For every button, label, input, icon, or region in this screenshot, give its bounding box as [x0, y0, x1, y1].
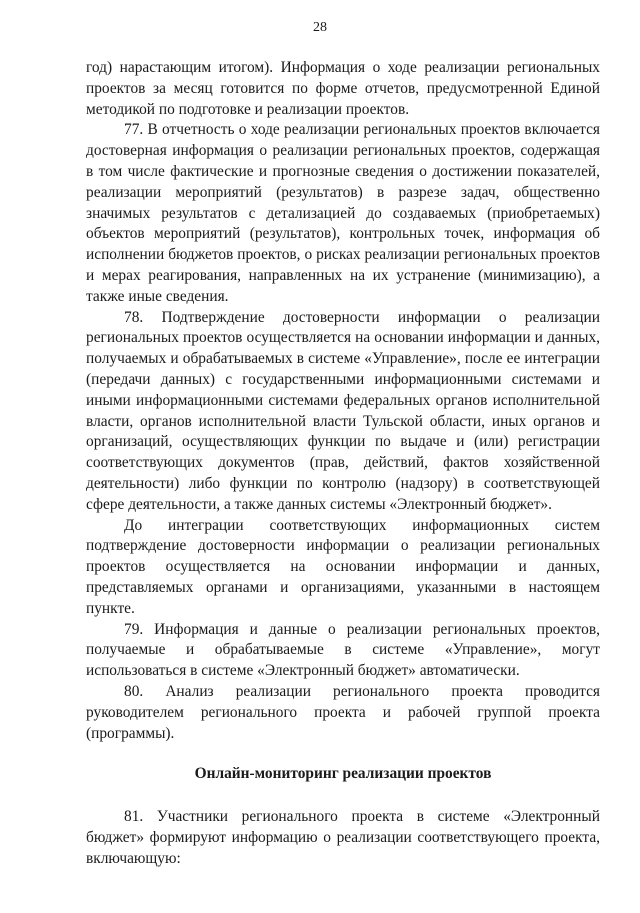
document-body: [86, 58, 600, 869]
paragraph-78: 78. Подтверждение достоверности информации о реализации региональных проектов осуществляется на основании информации и данных, получаемых и обрабатываемых в системе «Управление», после ее интеграции (передачи данных) с государственными информационными системами и иными информационными системами федеральных органов исполнительной власти, органов исполнительной власти Тульской области, иных органов и организаций, осуществляющих функции по выдаче и (или) регистрации соответствующих документов (прав, действий, фактов хозяйственной деятельности) либо функции по контролю (надзору) в соответствующей сфере деятельности, а также данных системы «Электронный бюджет».: [86, 308, 600, 513]
paragraph-78-integration-note: До интеграции соответствующих информационных систем подтверждение достоверности информации о реализации региональных проектов осуществляется на основании информации и данных, представляемых органами и организациями, указанными в настоящем пункте.: [86, 516, 600, 617]
paragraph-79: 79. Информация и данные о реализации региональных проектов, получаемые и обрабатываемые в системе «Управление», могут использоваться в системе «Электронный бюджет» автоматически.: [86, 620, 600, 680]
section-heading: Онлайн-мониторинг реализации проектов: [194, 765, 492, 783]
paragraph-80: 80. Анализ реализации регионального проекта проводится руководителем регионального проекта и рабочей группой проекта (программы).: [86, 682, 600, 742]
paragraph-77: 77. В отчетность о ходе реализации региональных проектов включается достоверная информация о реализации региональных проектов, содержащая в том числе фактические и прогнозные сведения о достижении показателей, реализации мероприятий (результатов) в разрезе задач, общественно значимых результатов с детализацией до создаваемых (приобретаемых) объектов мероприятий (результатов), контрольных точек, информация об исполнении бюджетов проектов, о рисках реализации региональных проектов и мерах реагирования, направленных на их устранение (минимизацию), а также иные сведения.: [86, 121, 600, 305]
page-number: 28: [313, 20, 327, 35]
paragraph-81: 81. Участники регионального проекта в системе «Электронный бюджет» формируют информацию о реализации соответствующего проекта, включающую:: [86, 808, 600, 867]
paragraph-continuation: год) нарастающим итогом). Информация о ходе реализации региональных проектов за месяц готовится по форме отчетов, предусмотренной Единой методикой по подготовке и реализации проектов.: [86, 59, 600, 118]
